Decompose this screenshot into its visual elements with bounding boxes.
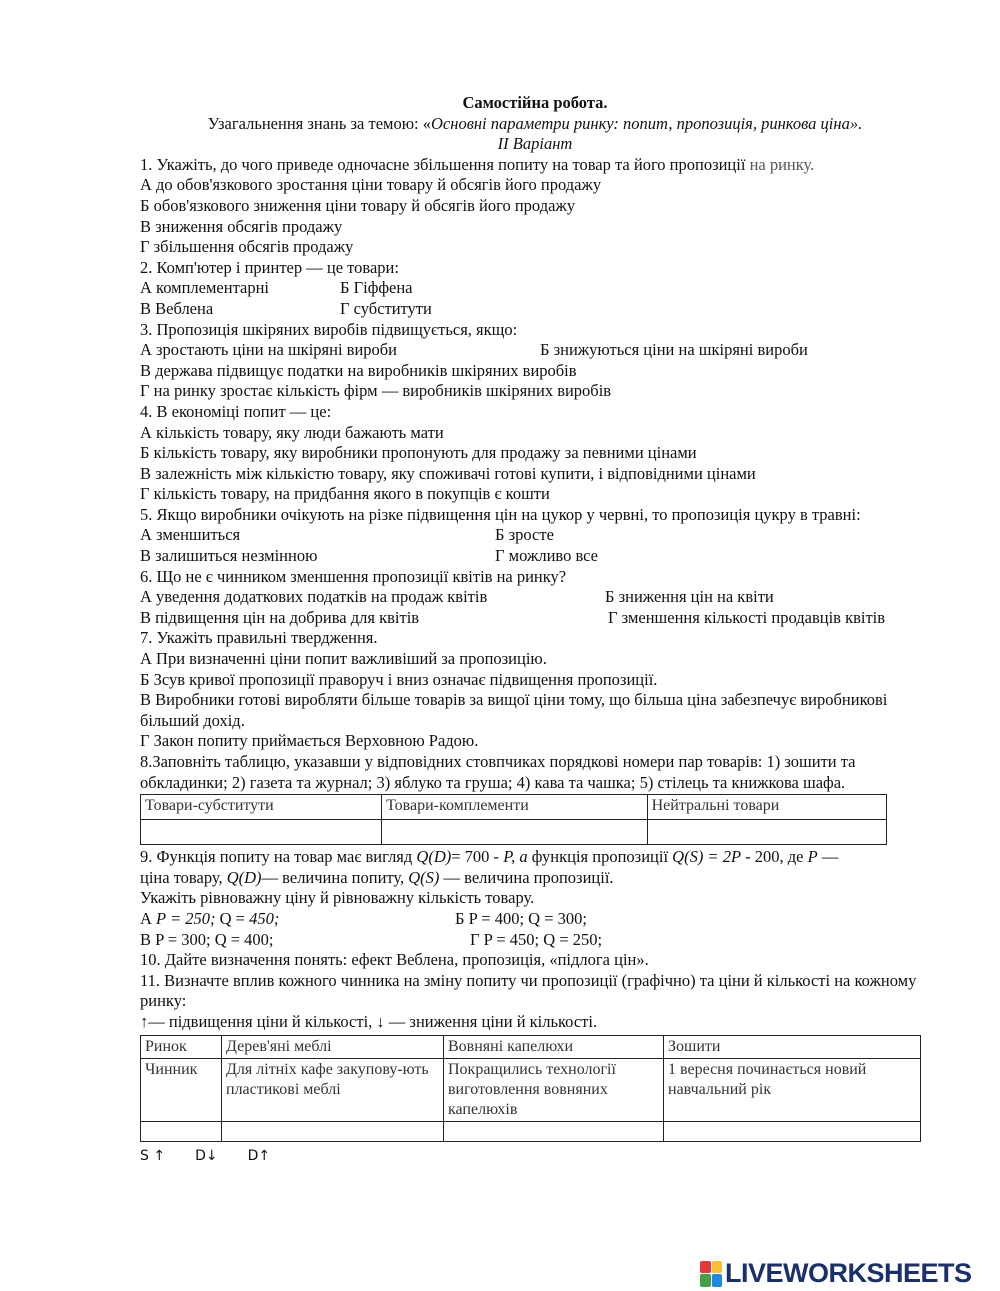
q6-option-g[interactable]: Г зменшення кількості продавців квітів [608, 607, 886, 627]
factor-furniture: Для літніх кафе закупову-ють пластикові меблі [222, 1058, 444, 1121]
header-wooden-furniture: Дерев'яні меблі [222, 1035, 444, 1058]
header-complements: Товари-комплементи [382, 795, 648, 820]
question-7: 7. Укажіть правильні твердження. [140, 628, 378, 648]
page-title: Самостійна робота. [462, 93, 608, 112]
q6-option-v[interactable]: В підвищення цін на добрива для квітів [140, 607, 420, 627]
header-notebooks: Зошити [664, 1035, 921, 1058]
q5-option-b[interactable]: Б зросте [495, 525, 554, 545]
q5-option-v[interactable]: В залишиться незмінною [140, 546, 318, 566]
q2-option-b[interactable]: Б Гіффена [340, 278, 413, 298]
question-9-line2: ціна товару, Q(D)— величина попиту, Q(S) — величина пропозиції. [140, 867, 614, 887]
q4-option-v[interactable]: В залежність між кількістю товару, яку споживачі готові купити, і відповідними цінами [140, 463, 756, 483]
q11-legend: ↑— підвищення ціни й кількості, ↓ — зниження ціни й кількості. [140, 1011, 598, 1031]
question-3: 3. Пропозиція шкіряних виробів підвищується, якщо: [140, 319, 518, 339]
answer-notebooks-drop[interactable] [664, 1121, 921, 1141]
q9-option-g[interactable]: Г P = 450; Q = 250; [470, 929, 603, 949]
answer-substitutes[interactable] [141, 820, 382, 845]
question-10: 10. Дайте визначення понять: ефект Веблена, пропозиція, «підлога цін». [140, 950, 649, 970]
q1-option-a[interactable]: А до обов'язкового зростання ціни товару й обсягів його продажу [140, 175, 602, 195]
q1-option-g[interactable]: Г збільшення обсягів продажу [140, 237, 354, 257]
liveworksheets-logo: LIVEWORKSHEETS [700, 1258, 972, 1289]
q3-option-v[interactable]: В держава підвищує податки на виробників шкіряних виробів [140, 360, 577, 380]
factor-notebooks: 1 вересня починається новий навчальний рік [664, 1058, 921, 1121]
header-wool-hats: Вовняні капелюхи [444, 1035, 664, 1058]
q6-option-b[interactable]: Б зниження цін на квіти [605, 587, 774, 607]
q2-option-v[interactable]: В Веблена [140, 298, 214, 318]
goods-table [140, 794, 887, 845]
drag-options [140, 1146, 930, 1167]
answer-cell[interactable] [141, 1121, 222, 1141]
question-8: 8.Заповніть таблицю, указавши у відповідних стовпчиках порядкові номери пар товарів: 1) зошити та обкладинки; 2) газета та журнал; 3) яблуко та груша; 4) кава та чашка; 5) стілець та книжкова шафа. [140, 752, 856, 792]
question-4: 4. В економіці попит — це: [140, 401, 332, 421]
q7-statement-v[interactable]: В Виробники готові виробляти більше товарів за вищої ціни тому, що більша ціна забезпечує виробникові більший дохід. [140, 690, 888, 730]
answer-complements[interactable] [382, 820, 648, 845]
question-11: 11. Визначте вплив кожного чинника на зміну попиту чи пропозиції (графічно) та ціни й кількості на кожному ринку: [140, 970, 917, 1011]
q4-option-b[interactable]: Б кількість товару, яку виробники пропонують для продажу за певними цінами [140, 443, 697, 463]
subtitle: Узагальнення знань за темою: «Основні параметри ринку: попит, пропозиція, ринкова ціна». [207, 113, 863, 133]
question-6: 6. Що не є чинником зменшення пропозиції квітів на ринку? [140, 566, 567, 586]
option-demand-down[interactable]: D↓ [195, 1147, 218, 1164]
question-9-ask: Укажіть рівноважну ціну й рівноважну кількість товару. [140, 888, 535, 908]
q2-option-g[interactable]: Г субститути [340, 298, 432, 318]
q7-statement-g[interactable]: Г Закон попиту приймається Верховною Радою. [140, 731, 479, 751]
q3-option-g[interactable]: Г на ринку зростає кількість фірм — виробників шкіряних виробів [140, 381, 612, 401]
q9-option-v[interactable]: В P = 300; Q = 400; [140, 929, 274, 949]
q6-option-a[interactable]: А уведення додаткових податків на продаж квітів [140, 587, 488, 607]
q1-option-b[interactable]: Б обов'язкового зниження ціни товару й обсягів його продажу [140, 195, 576, 215]
factor-hats: Покращились технології виготовлення вовняних капелюхів [444, 1058, 664, 1121]
q3-option-a[interactable]: А зростають ціни на шкіряні вироби [140, 340, 398, 360]
factor-label: Чинник [141, 1058, 222, 1121]
answer-hats-drop[interactable] [444, 1121, 664, 1141]
option-supply-up[interactable]: S ↑ [140, 1147, 166, 1164]
q7-statement-a[interactable]: А При визначенні ціни попит важливіший за пропозицію. [140, 649, 547, 669]
q9-option-b[interactable]: Б P = 400; Q = 300; [455, 908, 587, 928]
q4-option-g[interactable]: Г кількість товару, на придбання якого в покупців є кошти [140, 484, 550, 504]
q1-option-v[interactable]: В зниження обсягів продажу [140, 216, 343, 236]
header-market: Ринок [141, 1035, 222, 1058]
question-9: 9. Функція попиту на товар має вигляд Q(D)= 700 - P, a функція пропозиції Q(S) = 2P - 200, де P — [140, 847, 839, 867]
question-5: 5. Якщо виробники очікують на різке підвищення цін на цукор у червні, то пропозиція цукру в травні: [140, 504, 861, 524]
header-neutral: Нейтральні товари [647, 795, 886, 820]
question-2: 2. Комп'ютер і принтер — це товари: [140, 257, 399, 277]
option-demand-up[interactable]: D↑ [247, 1147, 271, 1164]
answer-furniture-drop[interactable] [222, 1121, 444, 1141]
q2-option-a[interactable]: А комплементарні [140, 278, 269, 298]
q3-option-b[interactable]: Б знижуються ціни на шкіряні вироби [540, 340, 808, 360]
logo-blocks-icon [700, 1261, 722, 1287]
worksheet [140, 93, 930, 1166]
market-table [140, 1035, 921, 1142]
q4-option-a[interactable]: А кількість товару, яку люди бажають мати [140, 422, 444, 442]
header-substitutes: Товари-субститути [141, 795, 382, 820]
q7-statement-b[interactable]: Б Зсув кривої пропозиції праворуч і вниз означає підвищення пропозиції. [140, 669, 658, 689]
question-1: 1. Укажіть, до чого приведе одночасне збільшення попиту на товар та його пропозиції на ринку. [140, 154, 815, 174]
q5-option-a[interactable]: А зменшиться [140, 525, 241, 545]
q9-option-a[interactable]: А P = 250; Q = 450; [140, 908, 280, 928]
variant: ІІ Варіант [497, 134, 573, 154]
q5-option-g[interactable]: Г можливо все [495, 546, 599, 566]
answer-neutral[interactable] [647, 820, 886, 845]
